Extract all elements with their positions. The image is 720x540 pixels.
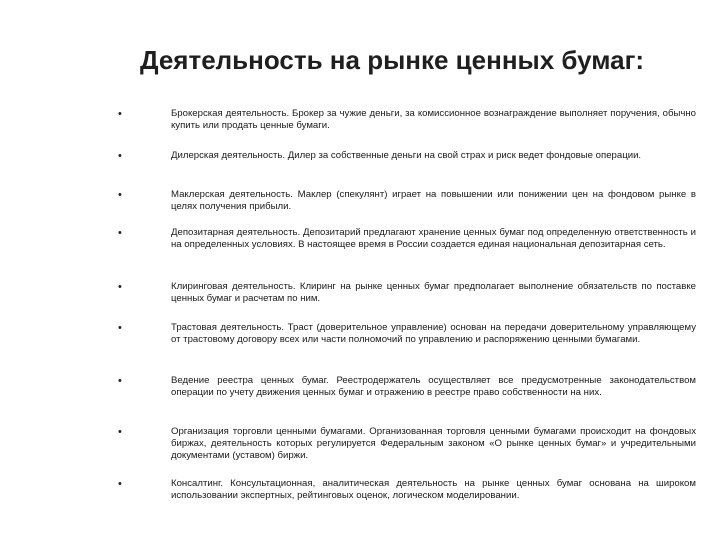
- bullet-icon: •: [118, 478, 122, 490]
- bullet-icon: •: [118, 375, 122, 387]
- slide-title-container: [140, 40, 700, 80]
- list-item-text: Организация торговли ценными бумагами. Организованная торговля ценными бумагами происходит на фондовых биржах, деятельность которых регулируется Федеральным законом «О рынке ценных бумаг» и учредительными документами (уставом) биржи.: [171, 426, 696, 461]
- list-item-text: Маклерская деятельность. Маклер (спекулянт) играет на повышении или понижении цен на фондовом рынке в целях получения прибыли.: [171, 189, 696, 212]
- bullet-icon: •: [118, 281, 122, 293]
- list-item-text: Дилерская деятельность. Дилер за собственные деньги на свой страх и риск ведет фондовые операции.: [171, 150, 642, 161]
- list-item-text: Консалтинг. Консультационная, аналитическая деятельность на рынке ценных бумаг основана на широком использовании экспертных, рейтинговых оценок, логическом моделировании.: [171, 478, 696, 501]
- list-item-text: Брокерская деятельность. Брокер за чужие деньги, за комиссионное вознаграждение выполняет поручения, обычно купить или продать ценные бумаги.: [171, 108, 696, 131]
- list-item-text: Трастовая деятельность. Траст (доверительное управление) основан на передачи доверительному управляющему от трастовому договору всех или части полномочий по управлению и распоряжению ценными бумагами.: [171, 322, 696, 345]
- bullet-icon: •: [118, 227, 122, 239]
- bullet-icon: •: [118, 322, 122, 334]
- bullet-icon: •: [118, 426, 122, 438]
- list-item-text: Ведение реестра ценных бумаг. Реестродержатель осуществляет все предусмотренные законодательством операции по учету движения ценных бумаг и отражению в реестре право собственности на них.: [171, 375, 696, 398]
- list-item-text: Клиринговая деятельность. Клиринг на рынке ценных бумаг предполагает выполнение обязательств по поставке ценных бумаг и расчетам по ним.: [171, 281, 696, 304]
- bullet-icon: •: [118, 108, 122, 120]
- bullet-icon: •: [118, 150, 122, 162]
- slide-title: Деятельность на рынке ценных бумаг:: [140, 45, 645, 75]
- bullet-icon: •: [118, 189, 122, 201]
- list-item-text: Депозитарная деятельность. Депозитарий предлагают хранение ценных бумаг под определенную ответственность и на определенных условиях. В настоящее время в России создается единая национальная депозитарная сеть.: [171, 227, 696, 250]
